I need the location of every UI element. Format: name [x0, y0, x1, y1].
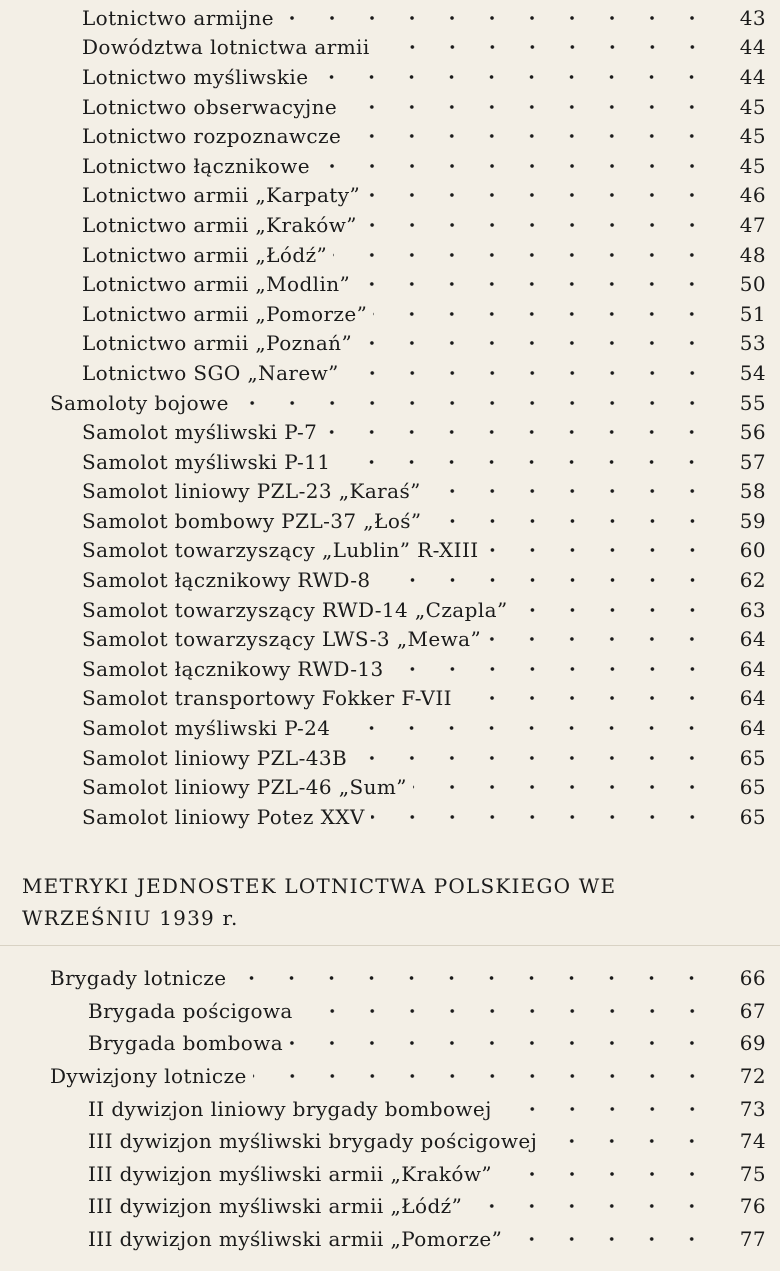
dot-leader [358, 333, 712, 353]
toc-entry [0, 565, 780, 595]
toc-entry-title: Lotnictwo armii „Kraków” [82, 213, 363, 237]
toc-entry-page-number: 64 [739, 686, 766, 711]
dot-leader [376, 37, 712, 57]
toc-entry-title: Samolot myśliwski P-24 [82, 716, 336, 740]
section-heading-line1: METRYKI JEDNOSTEK LOTNICTWA POLSKIEGO WE [22, 874, 617, 898]
toc-entry [0, 151, 780, 181]
dot-leader [371, 807, 712, 827]
dot-leader [498, 1164, 712, 1184]
toc-entry-title: Brygada bombowa [88, 1031, 289, 1055]
dot-leader [390, 659, 712, 679]
dot-leader [356, 274, 712, 294]
toc-entry-title: Dowództwa lotnictwa armii [82, 35, 376, 59]
toc-entry-title: Lotnictwo łącznikowe [82, 154, 316, 178]
dot-leader [543, 1131, 712, 1151]
dot-leader [366, 185, 712, 205]
toc-entry-title: Lotnictwo rozpoznawcze [82, 124, 347, 148]
toc-entry [0, 358, 780, 388]
dot-leader [299, 1001, 712, 1021]
toc-entry-page-number: 65 [739, 775, 766, 800]
toc-entry-page-number: 64 [739, 716, 766, 741]
toc-entry-page-number: 45 [739, 153, 766, 178]
toc-entry-title: Samolot towarzyszący LWS-3 „Mewa” [82, 627, 487, 651]
toc-entry-page-number: 65 [739, 804, 766, 829]
toc-entry-page-number: 58 [739, 479, 766, 504]
toc-entry-title: Brygady lotnicze [50, 966, 232, 990]
toc-entry [0, 962, 780, 995]
toc-entry-title: Samolot liniowy PZL-43B [82, 746, 353, 770]
toc-entry [0, 713, 780, 743]
dot-leader [363, 215, 712, 235]
dot-leader [253, 1066, 712, 1086]
toc-entry-title: Samolot liniowy PZL-46 „Sum” [82, 775, 413, 799]
toc-entry-title: III dywizjon myśliwski brygady pościgowej [88, 1129, 543, 1153]
toc-entry [0, 210, 780, 240]
divider [0, 945, 780, 946]
toc-entry-page-number: 67 [739, 998, 766, 1023]
toc-entry [0, 1092, 780, 1125]
toc-entry-title: Samoloty bojowe [50, 391, 235, 415]
toc-entry [0, 299, 780, 329]
toc-entry-title: III dywizjon myśliwski armii „Pomorze” [88, 1227, 508, 1251]
toc-entry-page-number: 62 [739, 568, 766, 593]
toc-entry-page-number: 69 [739, 1031, 766, 1056]
dot-leader [316, 156, 712, 176]
toc-entry [0, 506, 780, 536]
dot-leader [413, 777, 712, 797]
dot-leader [314, 67, 712, 87]
dot-leader [347, 126, 712, 146]
section-heading-line2: WRZEŚNIU 1939 r. [22, 906, 239, 930]
dot-leader [232, 968, 712, 988]
dot-leader [377, 570, 713, 590]
toc-entry-page-number: 46 [739, 183, 766, 208]
dot-leader [289, 1033, 712, 1053]
dot-leader [343, 97, 712, 117]
toc-entry-title: Samolot towarzyszący RWD-14 „Czapla” [82, 598, 514, 622]
toc-entry-page-number: 47 [739, 212, 766, 237]
toc-entry-title: Samolot łącznikowy RWD-8 [82, 568, 377, 592]
toc-entry-title: Samolot towarzyszący „Lublin” R-XIII [82, 538, 485, 562]
toc-entry-page-number: 59 [739, 508, 766, 533]
dot-leader [487, 629, 712, 649]
toc-entry-title: Lotnictwo myśliwskie [82, 65, 314, 89]
toc-entry-page-number: 54 [739, 360, 766, 385]
toc-entry-page-number: 63 [739, 597, 766, 622]
dot-leader [428, 511, 712, 531]
dot-leader [235, 393, 712, 413]
toc-entry [0, 1060, 780, 1093]
toc-entry [0, 1027, 780, 1060]
toc-entry-page-number: 45 [739, 124, 766, 149]
section-heading [22, 870, 722, 934]
toc-entry-title: Lotnictwo armii „Pomorze” [82, 302, 373, 326]
toc-entry [0, 388, 780, 418]
toc-entry [0, 3, 780, 33]
toc-entry-page-number: 53 [739, 331, 766, 356]
toc-section-unit-records [0, 962, 780, 1255]
toc-entry-title: Lotnictwo armii „Poznań” [82, 331, 358, 355]
dot-leader [468, 1196, 712, 1216]
toc-entry [0, 536, 780, 566]
toc-entry [0, 684, 780, 714]
toc-entry-page-number: 74 [739, 1129, 766, 1154]
toc-entry [0, 417, 780, 447]
toc-entry-title: Lotnictwo armii „Karpaty” [82, 183, 366, 207]
toc-entry-page-number: 64 [739, 656, 766, 681]
toc-entry-page-number: 44 [739, 35, 766, 60]
toc-entry-title: III dywizjon myśliwski armii „Kraków” [88, 1162, 498, 1186]
toc-entry-page-number: 66 [739, 966, 766, 991]
toc-entry-title: Samolot liniowy Potez XXV [82, 805, 371, 829]
toc-entry [0, 743, 780, 773]
toc-entry [0, 62, 780, 92]
dot-leader [514, 600, 712, 620]
toc-entry-page-number: 77 [739, 1227, 766, 1252]
dot-leader [458, 688, 712, 708]
toc-entry [0, 1125, 780, 1158]
toc-entry-title: Brygada pościgowa [88, 999, 299, 1023]
toc-entry [0, 329, 780, 359]
toc-entry [0, 1190, 780, 1223]
toc-entry [0, 33, 780, 63]
toc-entry-page-number: 65 [739, 745, 766, 770]
toc-entry-page-number: 73 [739, 1096, 766, 1121]
toc-entry-title: Samolot myśliwski P-7 [82, 420, 323, 444]
toc-entry [0, 269, 780, 299]
toc-entry-page-number: 43 [739, 5, 766, 30]
toc-entry [0, 772, 780, 802]
toc-entry-page-number: 48 [739, 242, 766, 267]
dot-leader [373, 304, 712, 324]
toc-entry-title: III dywizjon myśliwski armii „Łódź” [88, 1194, 468, 1218]
toc-section-aviation [0, 3, 780, 832]
dot-leader [333, 245, 712, 265]
toc-entry-page-number: 57 [739, 449, 766, 474]
toc-entry [0, 240, 780, 270]
dot-leader [508, 1229, 712, 1249]
toc-entry-title: Samolot bombowy PZL-37 „Łoś” [82, 509, 428, 533]
toc-entry-page-number: 51 [739, 301, 766, 326]
toc-entry-title: Lotnictwo armii „Łódź” [82, 243, 333, 267]
toc-entry-page-number: 64 [739, 627, 766, 652]
dot-leader [485, 540, 712, 560]
toc-entry-title: Samolot liniowy PZL-23 „Karaś” [82, 479, 427, 503]
toc-entry [0, 121, 780, 151]
toc-entry-page-number: 45 [739, 94, 766, 119]
toc-entry [0, 181, 780, 211]
toc-entry-title: Samolot łącznikowy RWD-13 [82, 657, 390, 681]
toc-entry-title: Samolot myśliwski P-11 [82, 450, 336, 474]
toc-entry [0, 995, 780, 1028]
toc-entry [0, 654, 780, 684]
toc-entry-page-number: 76 [739, 1194, 766, 1219]
toc-entry-page-number: 44 [739, 64, 766, 89]
toc-entry [0, 802, 780, 832]
toc-entry [0, 92, 780, 122]
dot-leader [323, 422, 712, 442]
dot-leader [280, 8, 712, 28]
dot-leader [498, 1099, 712, 1119]
dot-leader [336, 718, 712, 738]
toc-entry-title: Dywizjony lotnicze [50, 1064, 253, 1088]
toc-entry-title: Lotnictwo obserwacyjne [82, 95, 343, 119]
toc-entry [0, 1223, 780, 1256]
dot-leader [427, 481, 712, 501]
toc-entry-page-number: 60 [739, 538, 766, 563]
toc-entry [0, 595, 780, 625]
dot-leader [336, 452, 712, 472]
toc-entry-page-number: 72 [739, 1064, 766, 1089]
toc-entry [0, 477, 780, 507]
toc-entry-title: Lotnictwo armijne [82, 6, 280, 30]
dot-leader [353, 748, 712, 768]
toc-entry-page-number: 56 [739, 420, 766, 445]
toc-entry-page-number: 55 [739, 390, 766, 415]
toc-entry [0, 1158, 780, 1191]
toc-entry-title: II dywizjon liniowy brygady bombowej [88, 1097, 498, 1121]
toc-entry [0, 447, 780, 477]
toc-entry-title: Lotnictwo SGO „Narew” [82, 361, 345, 385]
toc-entry-title: Samolot transportowy Fokker F-VII [82, 686, 458, 710]
dot-leader [345, 363, 712, 383]
toc-entry-page-number: 50 [739, 272, 766, 297]
toc-entry-page-number: 75 [739, 1161, 766, 1186]
toc-entry-title: Lotnictwo armii „Modlin” [82, 272, 356, 296]
toc-entry [0, 624, 780, 654]
